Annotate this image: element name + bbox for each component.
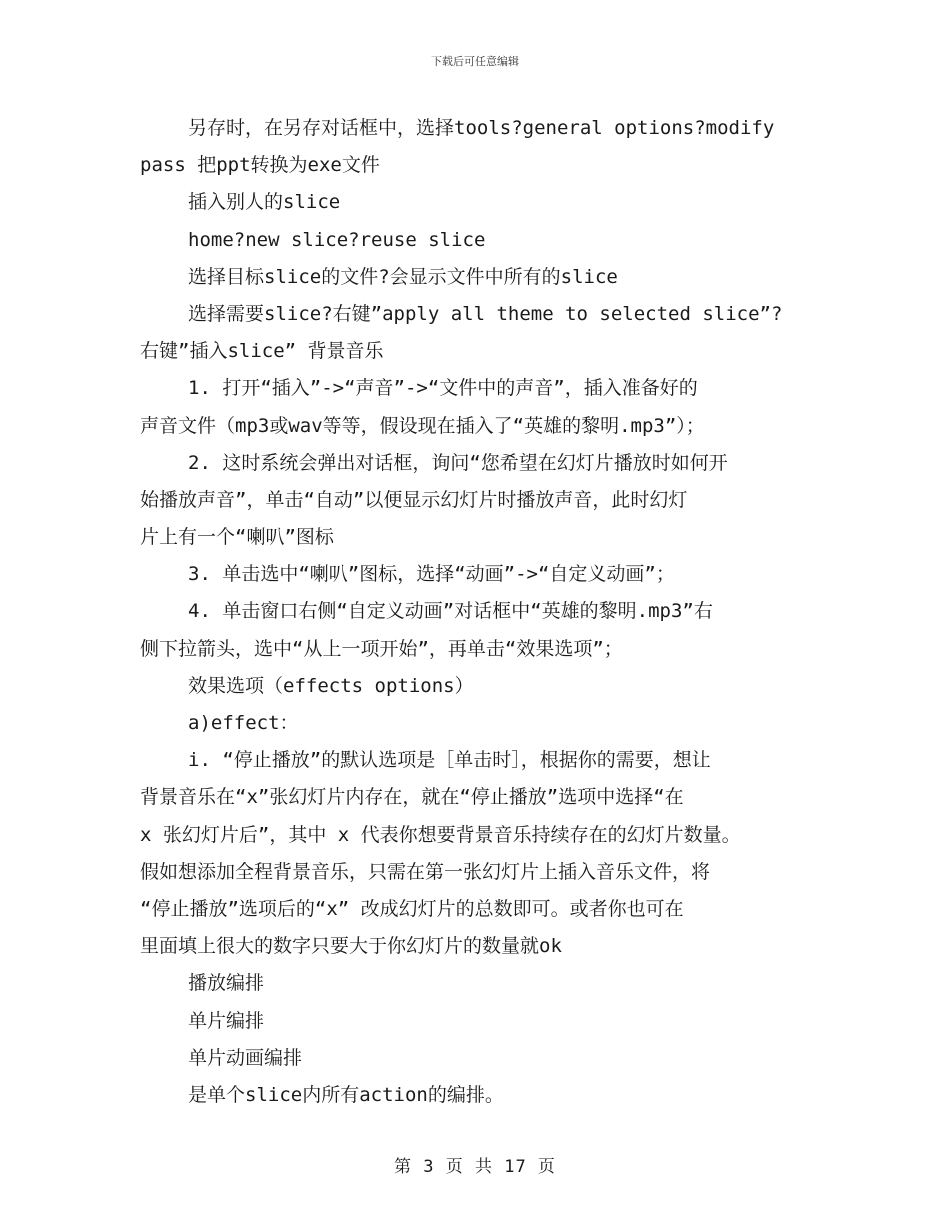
text-line: 里面填上很大的数字只要大于你幻灯片的数量就ok	[140, 935, 562, 958]
text-line: 插入别人的slice	[188, 191, 341, 214]
text-line: pass 把ppt转换为exe文件	[140, 154, 380, 177]
text-line: 右键”插入slice” 背景音乐	[140, 340, 384, 363]
text-line: 2. 这时系统会弹出对话框，询问“您希望在幻灯片播放时如何开	[188, 451, 728, 474]
text-line: a)effect：	[188, 712, 299, 734]
text-line: 侧下拉箭头，选中“从上一项开始”，再单击“效果选项”；	[140, 637, 623, 660]
text-line: 1. 打开“插入”->“声音”->“文件中的声音”，插入准备好的	[188, 377, 698, 400]
text-line: 另存时，在另存对话框中，选择tools?general options?modify	[188, 117, 775, 139]
text-line: 始播放声音”，单击“自动”以便显示幻灯片时播放声音，此时幻灯	[140, 488, 688, 511]
text-line: 选择需要slice?右键”apply all theme to selected slice”?	[188, 302, 783, 325]
text-line: 声音文件（mp3或wav等等，假设现在插入了“英雄的黎明.mp3”）；	[140, 414, 705, 437]
page-number-footer: 第 3 页 共 17 页	[394, 1157, 556, 1177]
text-line: “停止播放”选项后的“x” 改成幻灯片的总数即可。或者你也可在	[140, 897, 684, 920]
text-line: home?new slice?reuse slice	[188, 228, 486, 251]
text-line: 背景音乐在“x”张幻灯片内存在，就在“停止播放”选项中选择“在	[140, 786, 684, 809]
text-line: x 张幻灯片后”，其中 x 代表你想要背景音乐持续存在的幻灯片数量。	[140, 823, 741, 846]
text-line: 假如想添加全程背景音乐，只需在第一张幻灯片上插入音乐文件，将	[140, 860, 711, 883]
text-line: i. “停止播放”的默认选项是［单击时］，根据你的需要，想让	[188, 749, 711, 772]
text-line: 效果选项（effects options）	[188, 674, 474, 697]
text-line: 单片编排	[188, 1009, 265, 1032]
text-line: 是单个slice内所有action的编排。	[188, 1083, 504, 1106]
text-line: 选择目标slice的文件?会显示文件中所有的slice	[188, 265, 618, 288]
text-line: 单片动画编排	[188, 1046, 303, 1069]
page-header-note: 下载后可任意编辑	[431, 55, 519, 68]
text-line: 播放编排	[188, 972, 265, 995]
document-body	[140, 110, 830, 1114]
text-line: 片上有一个“喇叭”图标	[140, 526, 334, 549]
text-line: 4. 单击窗口右侧“自定义动画”对话框中“英雄的黎明.mp3”右	[188, 600, 713, 623]
text-line: 3. 单击选中“喇叭”图标，选择“动画”->“自定义动画”；	[188, 563, 675, 586]
